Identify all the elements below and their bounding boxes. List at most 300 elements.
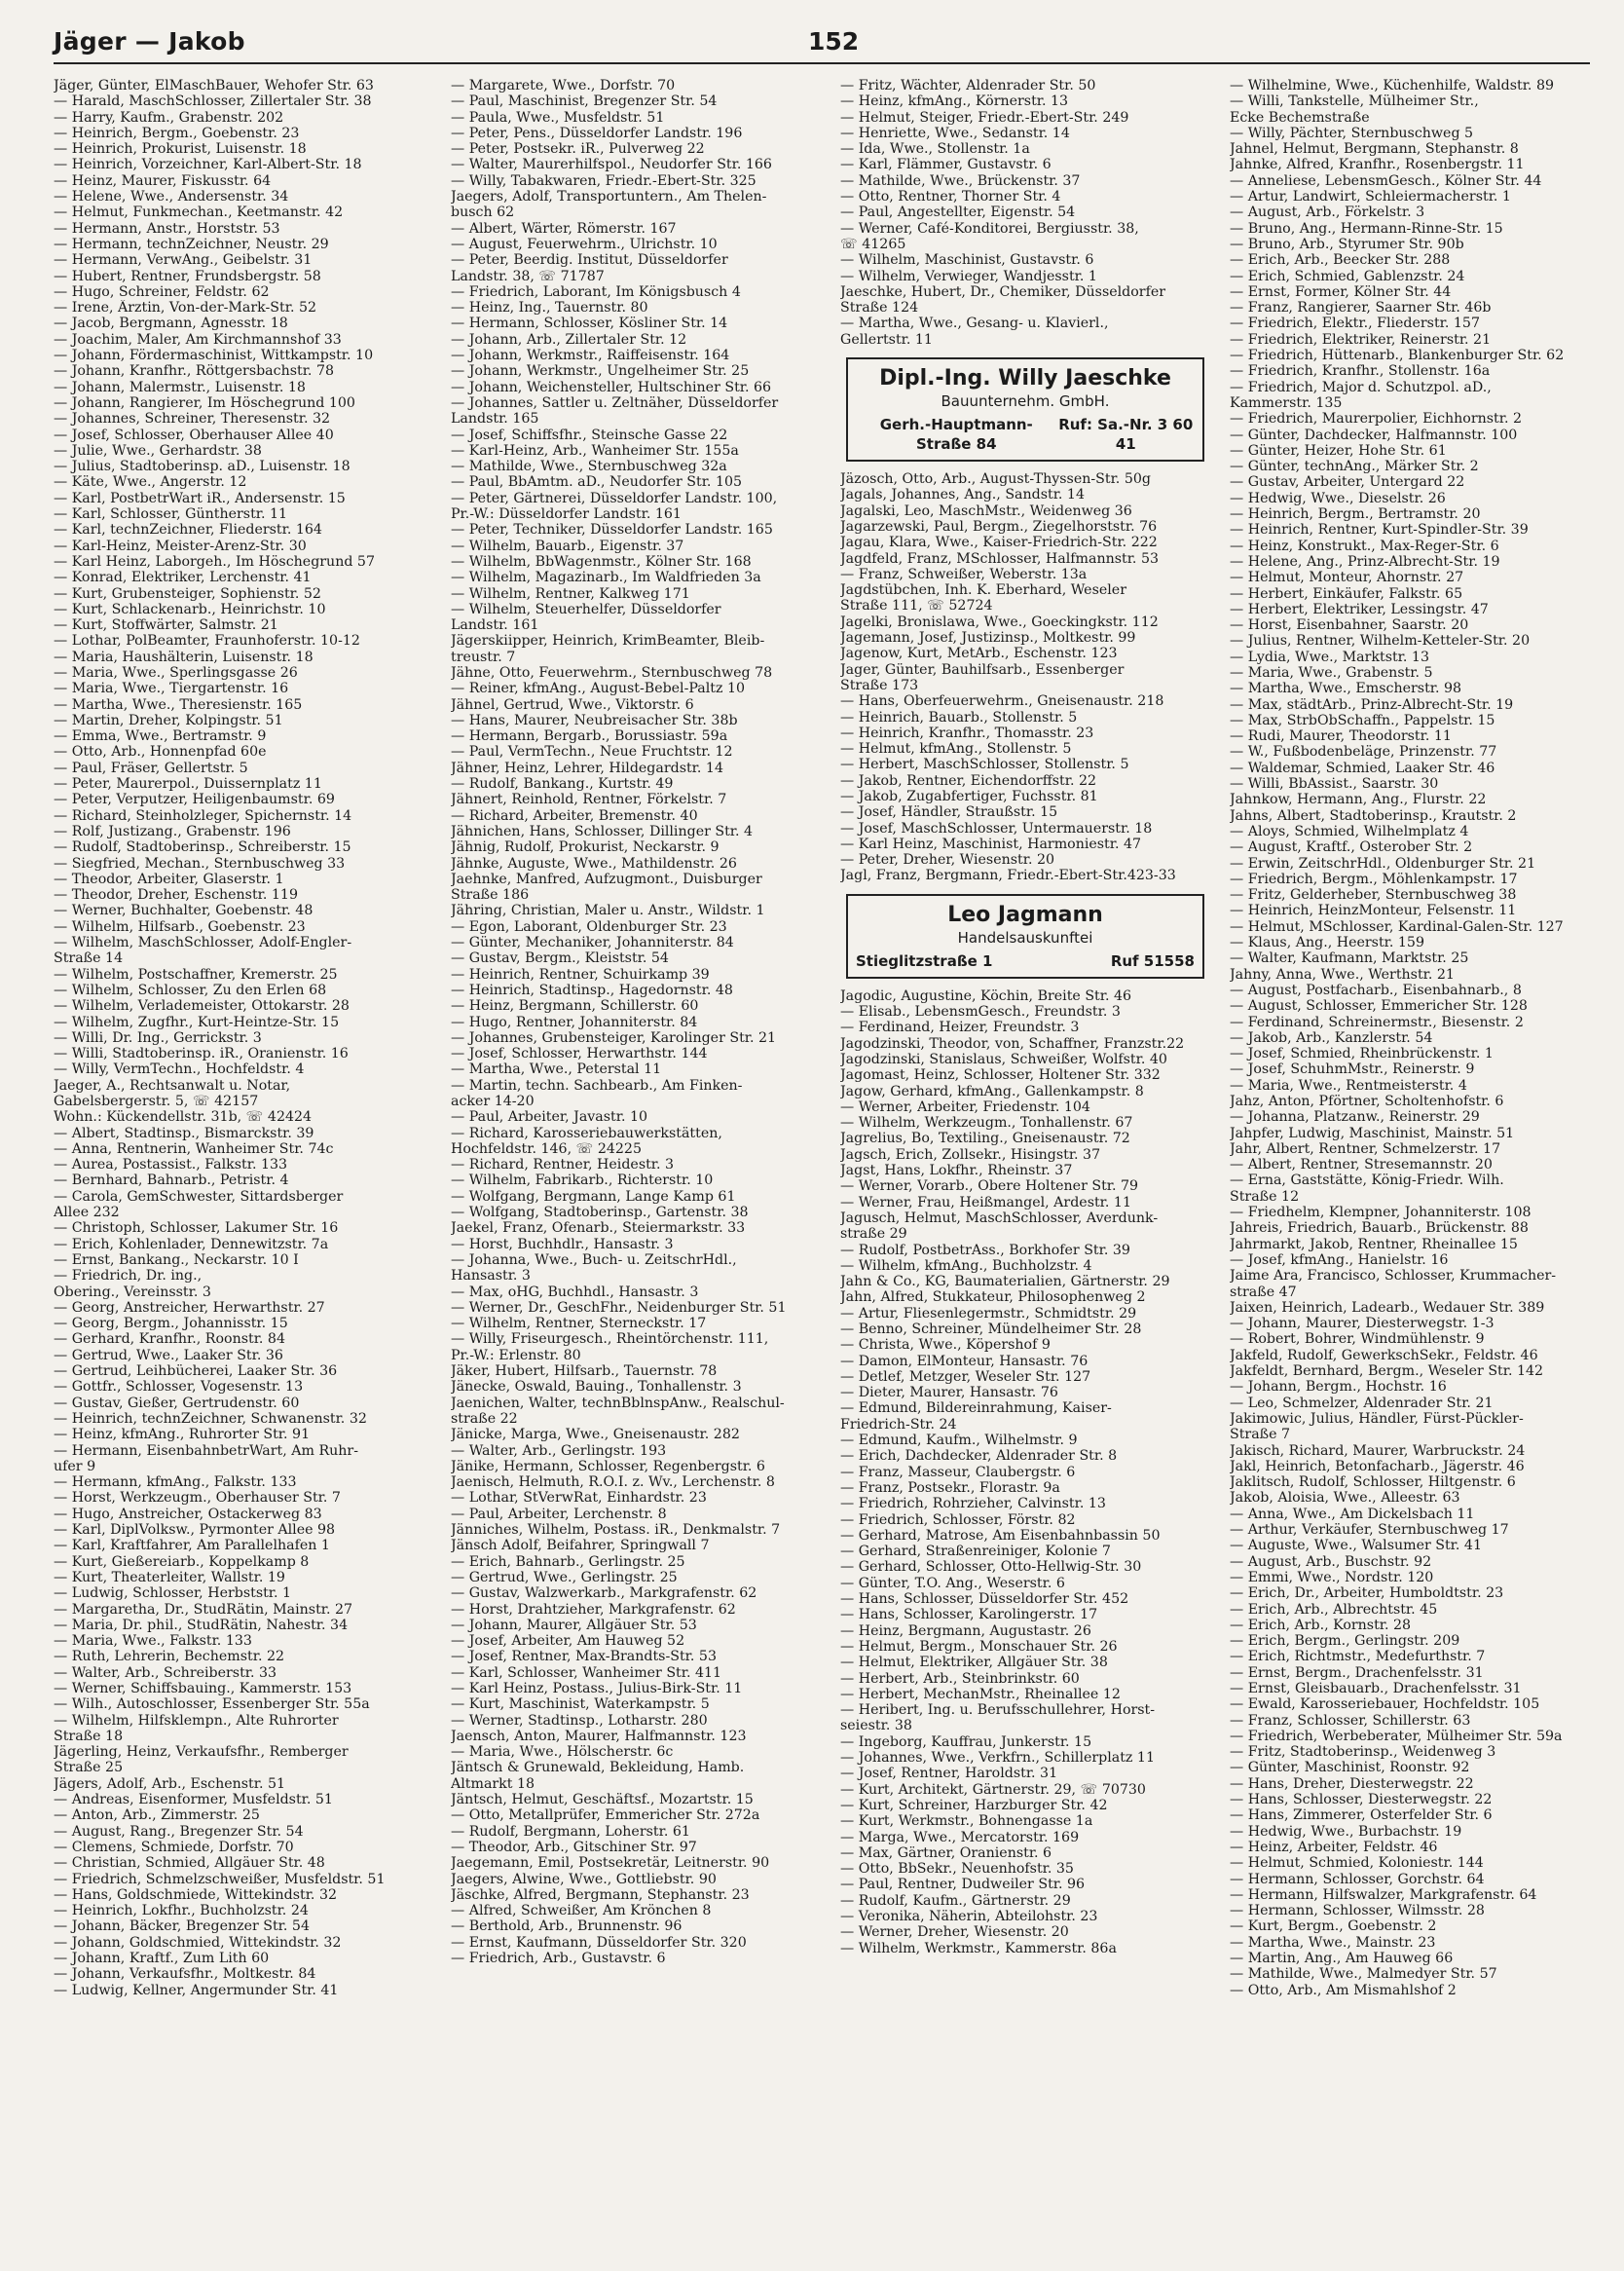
directory-entry: — Kurt, Maschinist, Waterkampstr. 5: [451, 1696, 710, 1713]
directory-entry: Jägerskiipper, Heinrich, KrimBeamter, Bleib-: [451, 633, 765, 650]
directory-entry: — Heinz, Konstrukt., Max-Reger-Str. 6: [1230, 538, 1499, 554]
directory-entry: — Friedrich, Werbeberater, Mülheimer Str. 59a: [1230, 1728, 1563, 1744]
directory-entry: Jähring, Christian, Maler u. Anstr., Wildstr. 1: [451, 903, 765, 919]
directory-entry: — Albert, Wärter, Römerstr. 167: [451, 220, 677, 237]
directory-entry: — Detlef, Metzger, Weseler Str. 127: [840, 1368, 1091, 1385]
directory-entry: — Aurea, Postassist., Falkstr. 133: [54, 1157, 288, 1173]
directory-entry: Jaegers, Adolf, Transportuntern., Am Thelen-: [451, 189, 767, 205]
directory-entry: — Hans, Schlosser, Düsseldorfer Str. 452: [840, 1591, 1129, 1608]
directory-entry: — Josef, kfmAng., Hanielstr. 16: [1230, 1251, 1449, 1268]
directory-entry: — Johanna, Platzanw., Reinerstr. 29: [1230, 1109, 1480, 1126]
directory-entry: Jagals, Johannes, Ang., Sandstr. 14: [840, 487, 1085, 503]
directory-entry: — Josef, Schlosser, Oberhauser Allee 40: [54, 427, 334, 443]
directory-entry: — Johann, Goldschmied, Wittekindstr. 32: [54, 1934, 342, 1951]
directory-entry: — Herbert, Einkäufer, Falkstr. 65: [1230, 585, 1463, 602]
directory-entry: — Helmut, Steiger, Friedr.-Ebert-Str. 249: [840, 109, 1129, 126]
directory-entry: — Maria, Wwe., Sperlingsgasse 26: [54, 664, 298, 681]
directory-entry: — Martha, Wwe., Mainstr. 23: [1230, 1934, 1436, 1951]
directory-entry: Jagst, Hans, Lokfhr., Rheinstr. 37: [840, 1163, 1073, 1179]
directory-entry: — Wilhelm, Hilfsarb., Goebenstr. 23: [54, 918, 306, 935]
directory-entry: — Wilhelm, Magazinarb., Im Waldfrieden 3a: [451, 570, 761, 586]
directory-entry: — Martha, Wwe., Gesang- u. Klavierl.,: [840, 316, 1109, 332]
directory-entry: — Ludwig, Kellner, Angermunder Str. 41: [54, 1982, 339, 1998]
directory-entry: — Clemens, Schmiede, Dorfstr. 70: [54, 1839, 294, 1855]
directory-entry: — Max, oHG, Buchhdl., Hansastr. 3: [451, 1284, 699, 1300]
directory-entry: — Gerhard, Straßenreiniger, Kolonie 7: [840, 1544, 1111, 1560]
directory-entry: Jahr, Albert, Rentner, Schmelzerstr. 17: [1230, 1140, 1501, 1157]
directory-entry: — Heinrich, Stadtinsp., Hagedornstr. 48: [451, 982, 733, 998]
directory-entry: — Rudolf, Stadtoberinsp., Schreiberstr. 15: [54, 839, 351, 856]
directory-entry: — Heinrich, Lokfhr., Buchholzstr. 24: [54, 1903, 309, 1919]
directory-entry: — Günter, Mechaniker, Johanniterstr. 84: [451, 935, 734, 951]
directory-entry: — Max, StrbObSchaffn., Pappelstr. 15: [1230, 712, 1495, 728]
directory-entry: — Georg, Anstreicher, Herwarthstr. 27: [54, 1299, 325, 1316]
directory-entry: — Paul, VermTechn., Neue Fruchtstr. 12: [451, 744, 733, 761]
directory-entry: — Friedrich, Elektr., Fliederstr. 157: [1230, 316, 1480, 332]
directory-entry: — Wilh., Autoschlosser, Essenberger Str. 55a: [54, 1696, 370, 1713]
directory-entry: — Wolfgang, Bergmann, Lange Kamp 61: [451, 1188, 736, 1205]
directory-entry: — Werner, Dr., GeschFhr., Neidenburger Str. 51: [451, 1299, 787, 1316]
directory-entry: Jäger, Günter, ElMaschBauer, Wehofer Str. 63: [54, 78, 374, 93]
directory-entry: — Friedrich, Maurerpolier, Eichhornstr. 2: [1230, 411, 1523, 428]
directory-entry: Jakimowic, Julius, Händler, Fürst-Pückler-: [1230, 1410, 1524, 1427]
directory-entry: — Karl, technZeichner, Fliederstr. 164: [54, 522, 322, 539]
directory-entry: — Wilhelm, Fabrikarb., Richterstr. 10: [451, 1173, 714, 1189]
directory-entry: — Paul, Arbeiter, Lerchenstr. 8: [451, 1506, 667, 1522]
directory-entry: Jahny, Anna, Wwe., Werthstr. 21: [1230, 966, 1455, 983]
directory-entry: — Dieter, Maurer, Hansastr. 76: [840, 1385, 1058, 1401]
directory-entry: — Aloys, Schmied, Wilhelmplatz 4: [1230, 823, 1469, 839]
directory-entry: Jakfeld, Rudolf, GewerkschSekr., Feldstr. 46: [1230, 1347, 1538, 1363]
directory-entry: — Werner, Schiffsbauing., Kammerstr. 153: [54, 1680, 352, 1696]
directory-entry: — Ernst, Kaufmann, Düsseldorfer Str. 320: [451, 1934, 747, 1951]
header-rule: [54, 62, 1590, 64]
directory-entry: — Johann, Bäcker, Bregenzer Str. 54: [54, 1918, 310, 1935]
directory-entry: — Werner, Stadtinsp., Lotharstr. 280: [451, 1712, 708, 1729]
directory-entry: — Werner, Café-Konditorei, Bergiusstr. 38,: [840, 220, 1139, 237]
directory-entry: — Martha, Wwe., Peterstal 11: [451, 1061, 662, 1078]
directory-entry: — Karl, Schlosser, Güntherstr. 11: [54, 506, 288, 523]
directory-entry: — Ferdinand, Schreinermstr., Biesenstr. 2: [1230, 1014, 1524, 1030]
directory-entry: — Ernst, Bankang., Neckarstr. 10 I: [54, 1251, 299, 1268]
directory-entry: Jähnig, Rudolf, Prokurist, Neckarstr. 9: [451, 839, 720, 856]
directory-entry: — Julie, Wwe., Gerhardstr. 38: [54, 442, 262, 459]
directory-entry: — Josef, Schiffsfhr., Steinsche Gasse 22: [451, 427, 728, 443]
directory-entry: — Horst, Werkzeugm., Oberhauser Str. 7: [54, 1490, 341, 1507]
directory-entry: — Helene, Wwe., Andersenstr. 34: [54, 189, 289, 205]
directory-entry: treustr. 7: [451, 649, 516, 665]
directory-entry: — Johann, Werkmstr., Ungelheimer Str. 25: [451, 363, 750, 380]
directory-entry: — Peter, Pens., Düsseldorfer Landstr. 196: [451, 125, 743, 141]
directory-entry: — Kurt, Schlackenarb., Heinrichstr. 10: [54, 601, 326, 617]
directory-entry: — Hermann, Bergarb., Borussiastr. 59a: [451, 728, 728, 745]
directory-entry: — Friedrich, Bergm., Möhlenkampstr. 17: [1230, 871, 1518, 887]
directory-entry: — Heinrich, Bergm., Bertramstr. 20: [1230, 506, 1481, 523]
directory-entry: — Martha, Wwe., Emscherstr. 98: [1230, 681, 1462, 697]
directory-entry: — Bruno, Ang., Hermann-Rinne-Str. 15: [1230, 220, 1503, 237]
directory-entry: — Hans, Schlosser, Diesterwegstr. 22: [1230, 1792, 1493, 1808]
directory-entry: Jahreis, Friedrich, Bauarb., Brückenstr. 88: [1230, 1220, 1529, 1237]
directory-entry: — Damon, ElMonteur, Hansastr. 76: [840, 1353, 1089, 1369]
directory-entry: — Walter, Arb., Schreiberstr. 33: [54, 1664, 277, 1681]
directory-entry: — Heinrich, Bauarb., Stollenstr. 5: [840, 709, 1078, 726]
directory-entry: — Rolf, Justizang., Grabenstr. 196: [54, 823, 291, 839]
directory-entry: — Otto, Rentner, Thorner Str. 4: [840, 189, 1061, 205]
directory-entry: — Willi, Tankstelle, Mülheimer Str.,: [1230, 93, 1479, 110]
directory-entry: Jäntsch, Helmut, Geschäftsf., Mozartstr. 15: [451, 1792, 754, 1808]
directory-entry: — Helmut, Elektriker, Allgäuer Str. 38: [840, 1655, 1108, 1671]
directory-entry: — Martin, techn. Sachbearb., Am Finken-: [451, 1077, 743, 1094]
directory-entry: — Ingeborg, Kauffrau, Junkerstr. 15: [840, 1733, 1092, 1750]
directory-entry: — Rudi, Maurer, Theodorstr. 11: [1230, 728, 1452, 745]
directory-entry: — Ida, Wwe., Stollenstr. 1a: [840, 141, 1030, 158]
directory-entry: — Wolfgang, Stadtoberinsp., Gartenstr. 38: [451, 1205, 749, 1221]
directory-entry: — Fritz, Stadtoberinsp., Weidenweg 3: [1230, 1744, 1496, 1761]
directory-entry: — Gertrud, Wwe., Gerlingstr. 25: [451, 1569, 678, 1585]
directory-entry: — Josef, Händler, Straußstr. 15: [840, 804, 1058, 821]
directory-entry: Obering., Vereinsstr. 3: [54, 1284, 211, 1300]
directory-entry: — Johanna, Wwe., Buch- u. ZeitschrHdl.,: [451, 1251, 737, 1268]
directory-entry: Jakl, Heinrich, Betonfacharb., Jägerstr. 46: [1230, 1458, 1525, 1474]
directory-entry: — Hedwig, Wwe., Burbachstr. 19: [1230, 1823, 1462, 1840]
directory-entry: — Elisab., LebensmGesch., Freundstr. 3: [840, 1004, 1121, 1021]
directory-entry: — Franz, Rangierer, Saarner Str. 46b: [1230, 300, 1492, 316]
directory-entry: — Edmund, Bildereinrahmung, Kaiser-: [840, 1400, 1112, 1417]
directory-entry: — Paula, Wwe., Musfeldstr. 51: [451, 109, 665, 126]
directory-entry: — Horst, Drahtzieher, Markgrafenstr. 62: [451, 1601, 736, 1618]
directory-entry: — Hans, Schlosser, Karolingerstr. 17: [840, 1607, 1098, 1623]
directory-entry: Jänike, Hermann, Schlosser, Regenbergstr. 6: [451, 1458, 765, 1474]
directory-entry: — Kurt, Werkmstr., Bohnengasse 1a: [840, 1813, 1093, 1830]
directory-entry: — Albert, Stadtinsp., Bismarckstr. 39: [54, 1125, 314, 1141]
directory-entry: Jagemann, Josef, Justizinsp., Moltkestr. 99: [840, 630, 1136, 647]
directory-entry: — Paul, BbAmtm. aD., Neudorfer Str. 105: [451, 474, 743, 491]
directory-entry: — Lydia, Wwe., Marktstr. 13: [1230, 649, 1429, 665]
directory-entry: — Mathilde, Wwe., Malmedyer Str. 57: [1230, 1966, 1497, 1983]
directory-entry: — Theodor, Arb., Gitschiner Str. 97: [451, 1839, 697, 1855]
directory-entry: — Rudolf, Bankang., Kurtstr. 49: [451, 776, 674, 793]
ad-address: Stieglitzstraße 1: [856, 951, 993, 970]
directory-entry: — Siegfried, Mechan., Sternbuschweg 33: [54, 855, 346, 872]
directory-entry: — Bruno, Arb., Styrumer Str. 90b: [1230, 236, 1464, 252]
directory-entry: — Maria, Wwe., Falkstr. 133: [54, 1633, 252, 1650]
directory-entry: Jagow, Gerhard, kfmAng., Gallenkampstr. 8: [840, 1083, 1144, 1099]
directory-entry: — Günter, T.O. Ang., Weserstr. 6: [840, 1575, 1065, 1591]
directory-entry: — Willy, Tabakwaren, Friedr.-Ebert-Str. 325: [451, 172, 757, 189]
directory-entry: — Hermann, Hilfswalzer, Markgrafenstr. 64: [1230, 1886, 1537, 1903]
directory-entry: — Karl-Heinz, Arb., Wanheimer Str. 155a: [451, 442, 739, 459]
directory-entry: — Wilhelm, Hilfsklempn., Alte Ruhrorter: [54, 1712, 339, 1729]
directory-entry: — Kurt, Stoffwärter, Salmstr. 21: [54, 617, 278, 634]
directory-entry: straße 47: [1230, 1284, 1297, 1300]
directory-entry: — Paul, Arbeiter, Javastr. 10: [451, 1109, 648, 1126]
directory-entry: — Otto, Arb., Honnenpfad 60e: [54, 744, 267, 761]
directory-entry: — Auguste, Wwe., Walsumer Str. 41: [1230, 1538, 1482, 1554]
ad-business: Handelsauskunftei: [957, 928, 1093, 947]
directory-entry: — Edmund, Kaufm., Wilhelmstr. 9: [840, 1433, 1078, 1449]
directory-entry: — Johann, Fördermaschinist, Wittkampstr. 10: [54, 348, 374, 364]
directory-entry: Ecke Bechemstraße: [1230, 109, 1370, 126]
directory-entry: — Josef, MaschSchlosser, Untermauerstr. 18: [840, 820, 1153, 837]
directory-entry: — Ewald, Karosseriebauer, Hochfeldstr. 105: [1230, 1696, 1540, 1713]
directory-entry: — Richard, Steinholzleger, Spichernstr. 14: [54, 807, 352, 824]
directory-entry: — Margaretha, Dr., StudRätin, Mainstr. 27: [54, 1601, 353, 1618]
directory-entry: Jahrmarkt, Jakob, Rentner, Rheinallee 15: [1230, 1236, 1518, 1252]
directory-entry: — Berthold, Arb., Brunnenstr. 96: [451, 1918, 683, 1935]
directory-entry: Jägers, Adolf, Arb., Eschenstr. 51: [54, 1775, 286, 1792]
directory-entry: — Erich, Bahnarb., Gerlingstr. 25: [451, 1553, 685, 1570]
ad-phone: Ruf 51558: [1110, 951, 1195, 970]
directory-entry: — Karl Heinz, Postass., Julius-Birk-Str. 11: [451, 1680, 743, 1696]
directory-entry: — Günter, Dachdecker, Halfmannstr. 100: [1230, 427, 1518, 443]
directory-entry: — Johann, Rangierer, Im Höschegrund 100: [54, 394, 355, 411]
directory-entry: Jager, Günter, Bauhilfsarb., Essenberger: [840, 661, 1125, 678]
directory-entry: Jahpfer, Ludwig, Maschinist, Mainstr. 51: [1230, 1125, 1515, 1141]
directory-entry: Jagelki, Bronislawa, Wwe., Goeckingkstr. 112: [840, 614, 1159, 630]
directory-entry: — Jakob, Rentner, Eichendorffstr. 22: [840, 772, 1097, 789]
directory-entry: — Erich, Dr., Arbeiter, Humboldtstr. 23: [1230, 1585, 1504, 1602]
directory-entry: Jaenichen, Walter, technBblnspAnw., Realschul-: [451, 1395, 785, 1411]
directory-entry: — Maria, Haushälterin, Luisenstr. 18: [54, 649, 314, 665]
directory-entry: — August, Schlosser, Emmericher Str. 128: [1230, 998, 1528, 1015]
directory-entry: — Otto, Metallprüfer, Emmericher Str. 272a: [451, 1807, 760, 1824]
directory-entry: Jänsch Adolf, Beifahrer, Springwall 7: [451, 1538, 710, 1554]
directory-entry: Jahn & Co., KG, Baumaterialien, Gärtnerstr. 29: [840, 1274, 1170, 1290]
directory-entry: — August, Arb., Buschstr. 92: [1230, 1553, 1432, 1570]
directory-entry: Friedrich-Str. 24: [840, 1416, 957, 1433]
directory-entry: — Erna, Gaststätte, König-Friedr. Wilh.: [1230, 1173, 1504, 1189]
directory-entry: — Willi, BbAssist., Saarstr. 30: [1230, 776, 1439, 793]
column-4: [1230, 78, 1600, 2259]
directory-entry: — Willy, Friseurgesch., Rheintörchenstr. 111,: [451, 1331, 769, 1348]
directory-entry: Jaeger, A., Rechtsanwalt u. Notar,: [54, 1077, 291, 1094]
directory-entry: Straße 12: [1230, 1188, 1300, 1205]
directory-entry: — Willi, Dr. Ing., Gerrickstr. 3: [54, 1029, 262, 1046]
directory-entry: — Gerhard, Kranfhr., Roonstr. 84: [54, 1331, 285, 1348]
directory-entry: — Peter, Techniker, Düsseldorfer Landstr. 165: [451, 522, 773, 539]
directory-entry: — Heinrich, Rentner, Kurt-Spindler-Str. 39: [1230, 522, 1529, 539]
directory-entry: seiestr. 38: [840, 1718, 912, 1734]
directory-entry: — Hermann, Anstr., Horststr. 53: [54, 220, 280, 237]
directory-entry: — Herbert, Arb., Steinbrinkstr. 60: [840, 1670, 1080, 1687]
directory-entry: — Erich, Arb., Kornstr. 28: [1230, 1617, 1412, 1633]
directory-entry: Jaekel, Franz, Ofenarb., Steiermarkstr. 33: [451, 1220, 746, 1237]
directory-entry: — Johann, Kranfhr., Röttgersbachstr. 78: [54, 363, 335, 380]
directory-entry: — Kurt, Gießereiarb., Koppelkamp 8: [54, 1553, 310, 1570]
directory-entry: — Erich, Dachdecker, Aldenrader Str. 8: [840, 1448, 1118, 1465]
directory-entry: — Hugo, Schreiner, Feldstr. 62: [54, 283, 270, 300]
directory-entry: — August, Kraftf., Osterober Str. 2: [1230, 839, 1473, 856]
directory-entry: — Johannes, Grubensteiger, Karolinger Str. 21: [451, 1029, 777, 1046]
directory-entry: — Hermann, EisenbahnbetrWart, Am Ruhr-: [54, 1442, 358, 1459]
directory-entry: — Walter, Kaufmann, Marktstr. 25: [1230, 950, 1469, 967]
directory-entry: — Johannes, Sattler u. Zeltnäher, Düsseldorfer: [451, 394, 779, 411]
directory-entry: Kammerstr. 135: [1230, 394, 1343, 411]
directory-entry: — Maria, Wwe., Hölscherstr. 6c: [451, 1744, 674, 1761]
directory-entry: — Heinz, Ing., Tauernstr. 80: [451, 300, 648, 316]
directory-entry: — Paul, Fräser, Gellertstr. 5: [54, 760, 248, 776]
directory-entry: — Josef, Arbeiter, Am Hauweg 52: [451, 1633, 685, 1650]
directory-entry: Straße 7: [1230, 1427, 1291, 1443]
directory-entry: — Friedrich, Schlosser, Förstr. 82: [840, 1511, 1076, 1528]
directory-entry: — Willy, Pächter, Sternbuschweg 5: [1230, 125, 1474, 141]
directory-entry: — Martin, Ang., Am Hauweg 66: [1230, 1951, 1454, 1967]
directory-entry: — Herbert, MaschSchlosser, Stollenstr. 5: [840, 757, 1129, 773]
directory-entry: — Wilhelm, Werkmstr., Kammerstr. 86a: [840, 1940, 1117, 1956]
directory-entry: straße 22: [451, 1410, 518, 1427]
directory-entry: Jakisch, Richard, Maurer, Warbruckstr. 24: [1230, 1442, 1526, 1459]
directory-entry: — Heinrich, Vorzeichner, Karl-Albert-Str. 18: [54, 157, 362, 173]
directory-entry: — Karl, Kraftfahrer, Am Parallelhafen 1: [54, 1538, 330, 1554]
directory-entry: — Mathilde, Wwe., Sternbuschweg 32a: [451, 459, 727, 475]
directory-entry: — Artur, Fliesenlegermstr., Schmidtstr. 29: [840, 1305, 1137, 1322]
directory-entry: Jänecke, Oswald, Bauing., Tonhallenstr. 3: [451, 1379, 742, 1396]
directory-entry: — Werner, Dreher, Wiesenstr. 20: [840, 1924, 1069, 1941]
directory-entry: — August, Feuerwehrm., Ulrichstr. 10: [451, 236, 718, 252]
directory-entry: Jaeschke, Hubert, Dr., Chemiker, Düsseldorfer: [840, 283, 1165, 300]
directory-entry: — Lothar, PolBeamter, Fraunhoferstr. 10-12: [54, 633, 360, 650]
directory-entry: Jakob, Aloisia, Wwe., Alleestr. 63: [1230, 1490, 1460, 1507]
directory-entry: — Franz, Schlosser, Schillerstr. 63: [1230, 1712, 1471, 1729]
directory-entry: — Otto, Arb., Am Mismahlshof 2: [1230, 1982, 1457, 1998]
directory-entry: — Egon, Laborant, Oldenburger Str. 23: [451, 918, 727, 935]
directory-entry: — Heinz, Bergmann, Schillerstr. 60: [451, 998, 699, 1015]
directory-entry: — Christoph, Schlosser, Lakumer Str. 16: [54, 1220, 339, 1237]
directory-entry: Landstr. 38, ☏ 71787: [451, 268, 605, 284]
directory-entry: — Gertrud, Wwe., Laaker Str. 36: [54, 1347, 283, 1363]
directory-entry: Jähner, Heinz, Lehrer, Hildegardstr. 14: [451, 760, 723, 776]
directory-entry: — Irene, Ärztin, Von-der-Mark-Str. 52: [54, 300, 317, 316]
directory-entry: — Friedrich, Schmelzschweißer, Musfeldstr. 51: [54, 1871, 386, 1887]
directory-entry: — Kurt, Architekt, Gärtnerstr. 29, ☏ 70730: [840, 1781, 1146, 1798]
directory-entry: — Erich, Schmied, Gablenzstr. 24: [1230, 268, 1465, 284]
directory-entry: — Anton, Arb., Zimmerstr. 25: [54, 1807, 260, 1824]
directory-entry: — Hans, Goldschmiede, Wittekindstr. 32: [54, 1886, 338, 1903]
ad-business: Bauunternehm. GmbH.: [941, 392, 1110, 411]
directory-entry: — Hugo, Rentner, Johanniterstr. 84: [451, 1014, 698, 1030]
directory-entry: — Lothar, StVerwRat, Einhardstr. 23: [451, 1490, 707, 1507]
directory-entry: — Wilhelm, Werkzeugm., Tonhallenstr. 67: [840, 1115, 1133, 1132]
directory-entry: Jaime Ara, Francisco, Schlosser, Krummacher-: [1230, 1268, 1557, 1284]
directory-entry: — Walter, Arb., Gerlingstr. 193: [451, 1442, 667, 1459]
directory-entry: — August, Rang., Bregenzer Str. 54: [54, 1823, 304, 1840]
directory-entry: — Gottfr., Schlosser, Vogesenstr. 13: [54, 1379, 304, 1396]
directory-entry: — Horst, Eisenbahner, Saarstr. 20: [1230, 617, 1469, 634]
directory-entry: — Wilhelm, Rentner, Kalkweg 171: [451, 585, 690, 602]
directory-entry: Jähnel, Gertrud, Wwe., Viktorstr. 6: [451, 696, 694, 713]
directory-entry: — Johann, Bergm., Hochstr. 16: [1230, 1379, 1447, 1396]
directory-entry: — Hermann, Schlosser, Wilmsstr. 28: [1230, 1903, 1485, 1919]
directory-entry: Straße 186: [451, 887, 530, 904]
directory-entry: — Heinrich, Rentner, Schuirkamp 39: [451, 966, 710, 983]
ad-address: Gerh.-Hauptmann-Straße 84: [879, 416, 1033, 454]
directory-entry: — Hedwig, Wwe., Dieselstr. 26: [1230, 490, 1446, 506]
directory-entry: — Kurt, Grubensteiger, Sophienstr. 52: [54, 585, 321, 602]
directory-entry: — Alfred, Schweißer, Am Krönchen 8: [451, 1903, 712, 1919]
directory-entry: — Helmut, MSchlosser, Kardinal-Galen-Str. 127: [1230, 918, 1564, 935]
directory-entry: — Werner, Vorarb., Obere Holtener Str. 79: [840, 1178, 1139, 1195]
directory-entry: — Veronika, Näherin, Abteilohstr. 23: [840, 1908, 1098, 1924]
directory-entry: — Erich, Bergm., Gerlingstr. 209: [1230, 1633, 1460, 1650]
directory-entry: — August, Arb., Förkelstr. 3: [1230, 205, 1425, 221]
directory-entry: — Fritz, Gelderheber, Sternbuschweg 38: [1230, 887, 1517, 904]
directory-entry: — Friedrich, Major d. Schutzpol. aD.,: [1230, 379, 1492, 395]
directory-entry: — Josef, Schlosser, Herwarthstr. 144: [451, 1046, 708, 1062]
directory-entry: Jahz, Anton, Pförtner, Scholtenhofstr. 6: [1230, 1094, 1504, 1109]
directory-entry: — Werner, Arbeiter, Friedenstr. 104: [840, 1098, 1090, 1115]
directory-entry: — Herbert, Elektriker, Lessingstr. 47: [1230, 601, 1489, 617]
directory-entry: — Albert, Rentner, Stresemannstr. 20: [1230, 1157, 1493, 1173]
directory-entry: — Käte, Wwe., Angerstr. 12: [54, 474, 247, 491]
directory-entry: — Heribert, Ing. u. Berufsschullehrer, Horst-: [840, 1702, 1156, 1719]
directory-entry: Straße 14: [54, 950, 124, 967]
directory-entry: — Hermann, technZeichner, Neustr. 29: [54, 236, 329, 252]
directory-entry: Jaegemann, Emil, Postsekretär, Leitnerstr. 90: [451, 1855, 770, 1872]
directory-entry: — Friedrich, Elektriker, Reinerstr. 21: [1230, 331, 1492, 348]
directory-entry: — Johann, Maurer, Diesterwegstr. 1-3: [1230, 1316, 1495, 1332]
directory-entry: — Maria, Wwe., Rentmeisterstr. 4: [1230, 1077, 1467, 1094]
directory-entry: — Benno, Schreiner, Mündelheimer Str. 28: [840, 1322, 1142, 1337]
directory-entry: Landstr. 161: [451, 617, 539, 634]
directory-entry: — Herbert, MechanMstr., Rheinallee 12: [840, 1686, 1121, 1702]
directory-entry: — Friedrich, Laborant, Im Königsbusch 4: [451, 283, 741, 300]
directory-entry: Jagrelius, Bo, Textiling., Gneisenaustr. 72: [840, 1131, 1130, 1147]
directory-entry: — Helmut, kfmAng., Stollenstr. 5: [840, 741, 1072, 758]
directory-entry: — Christa, Wwe., Köpershof 9: [840, 1337, 1051, 1354]
directory-entry: Gellertstr. 11: [840, 331, 933, 348]
directory-entry: Jagau, Klara, Wwe., Kaiser-Friedrich-Str. 222: [840, 535, 1158, 551]
directory-entry: — Franz, Postsekr., Florastr. 9a: [840, 1479, 1060, 1496]
directory-entry: Pr.-W.: Erlenstr. 80: [451, 1347, 581, 1363]
directory-entry: — Ruth, Lehrerin, Bechemstr. 22: [54, 1649, 285, 1665]
directory-entry: Jäker, Hubert, Hilfsarb., Tauernstr. 78: [451, 1363, 718, 1380]
directory-entry: — Karl, PostbetrWart iR., Andersenstr. 15: [54, 490, 346, 506]
directory-entry: — Rudolf, Bergmann, Loherstr. 61: [451, 1823, 690, 1840]
directory-entry: — Richard, Karosseriebauwerkstätten,: [451, 1125, 722, 1141]
directory-entry: — Wilhelm, Steuerhelfer, Düsseldorfer: [451, 601, 721, 617]
directory-entry: — Leo, Schmelzer, Aldenrader Str. 21: [1230, 1395, 1494, 1411]
column-1: [54, 78, 424, 2259]
directory-entry: — Hermann, Schlosser, Kösliner Str. 14: [451, 316, 728, 332]
directory-entry: — Johann, Verkaufsfhr., Moltkestr. 84: [54, 1966, 316, 1983]
directory-entry: — Ernst, Gleisbauarb., Drachenfelsstr. 31: [1230, 1680, 1522, 1696]
directory-entry: — Reiner, kfmAng., August-Bebel-Paltz 10: [451, 681, 746, 697]
directory-entry: — Richard, Arbeiter, Bremenstr. 40: [451, 807, 698, 824]
directory-entry: — Julius, Rentner, Wilhelm-Ketteler-Str. 20: [1230, 633, 1531, 650]
directory-entry: — Gerhard, Schlosser, Otto-Hellwig-Str. 30: [840, 1559, 1142, 1576]
directory-entry: — Waldemar, Schmied, Laaker Str. 46: [1230, 760, 1495, 776]
directory-entry: — Horst, Buchhdlr., Hansastr. 3: [451, 1236, 674, 1252]
directory-entry: — Peter, Maurerpol., Duissernplatz 11: [54, 776, 322, 793]
directory-entry: — Helene, Ang., Prinz-Albrecht-Str. 19: [1230, 553, 1500, 570]
directory-entry: — Franz, Schweißer, Weberstr. 13a: [840, 566, 1088, 582]
directory-entry: Jaensch, Anton, Maurer, Halfmannstr. 123: [451, 1728, 747, 1744]
directory-entry: — Werner, Frau, Heißmangel, Ardestr. 11: [840, 1194, 1131, 1210]
directory-entry: Pr.-W.: Düsseldorfer Landstr. 161: [451, 506, 682, 523]
directory-entry: — Heinz, Maurer, Fiskusstr. 64: [54, 172, 272, 189]
directory-entry: — Maria, Wwe., Tiergartenstr. 16: [54, 681, 289, 697]
advertisement-box: [846, 894, 1204, 979]
directory-entry: — Wilhelm, Verwieger, Wandjesstr. 1: [840, 268, 1097, 284]
directory-entry: — Peter, Postsekr. iR., Pulverweg 22: [451, 141, 705, 158]
directory-entry: — Heinrich, Kranfhr., Thomasstr. 23: [840, 725, 1094, 741]
directory-entry: Jagodzinski, Theodor, von, Schaffner, Franzstr.22: [840, 1035, 1185, 1052]
directory-entry: Jaklitsch, Rudolf, Schlosser, Hiltgenstr. 6: [1230, 1474, 1516, 1491]
directory-entry: — Erich, Arb., Albrechtstr. 45: [1230, 1601, 1438, 1618]
directory-entry: — Kurt, Bergm., Goebenstr. 2: [1230, 1918, 1437, 1935]
directory-entry: Altmarkt 18: [451, 1775, 535, 1792]
directory-entry: Jakfeldt, Bernhard, Bergm., Weseler Str. 142: [1230, 1363, 1544, 1380]
